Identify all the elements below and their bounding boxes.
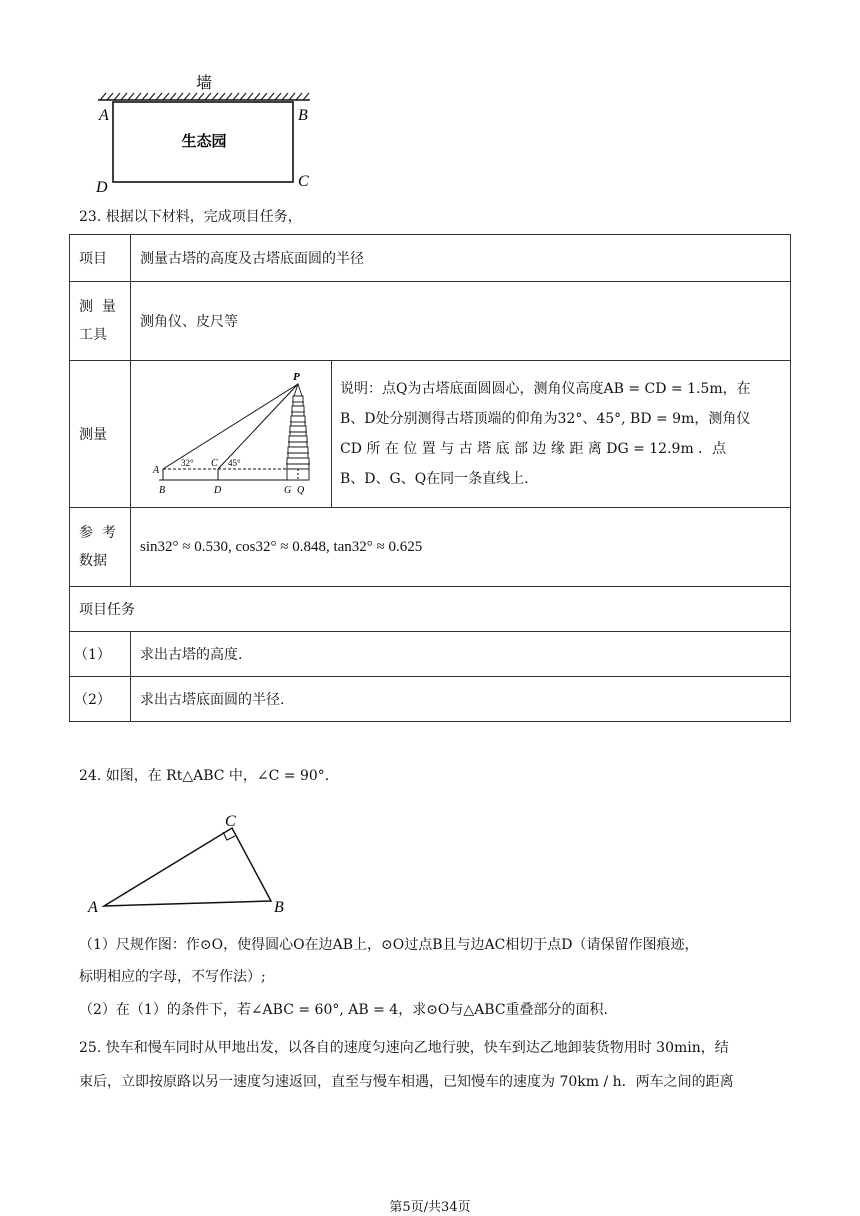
tri-A: A [88,899,98,916]
tower-figure-cell [131,361,332,508]
fig-A: A [153,465,160,476]
row-reference [70,508,791,587]
garden-label: 生态园 [181,132,227,150]
fig-C: C [211,458,218,469]
garden-figure [90,66,320,196]
triangle-figure [84,808,294,920]
page-footer: 第5页/共34页 [389,1200,471,1215]
q25-line2: 束后，立即按原路以另一速度匀速返回，直至与慢车相遇，已知慢车的速度为 70km / h．两车之间的距离 [79,1074,734,1090]
row-project [70,235,791,282]
row-task-2 [70,677,791,722]
desc-line-2: B、D处分别测得古塔顶端的仰角为32°、45°, BD = 9m，测角仪 [340,411,751,427]
project-label: 项目 [70,235,131,282]
point-C: C [298,173,309,190]
point-A: A [99,107,109,124]
fig-P: P [293,371,300,383]
q23-intro: 23. 根据以下材料，完成项目任务， [79,209,302,225]
row-task-1 [70,632,791,677]
task2-text: 求出古塔底面圆的半径. [131,677,791,722]
desc-line-1: 说明：点Q为古塔底面圆圆心，测角仪高度AB = CD = 1.5m，在 [340,381,751,397]
tools-label: 测 量 工具 [70,282,131,361]
reference-label: 参 考 数据 [70,508,131,587]
q24-part1-line2: 标明相应的字母，不写作法）; [79,969,266,985]
fig-angle-32: 32° [181,458,194,468]
tower-figure [131,362,331,502]
fig-D: D [214,485,222,496]
reference-value: sin32° ≈ 0.530, cos32° ≈ 0.848, tan32° ≈ 0.625 [131,508,791,587]
fig-angle-45: 45° [228,458,241,468]
q24-part1-line1: （1）尺规作图：作⊙O，使得圆心O在边AB上，⊙O过点B且与边AC相切于点D（请保留作图痕迹， [79,937,699,953]
point-D: D [96,179,108,196]
q23-material-table [69,234,791,722]
desc-line-3: CD 所 在 位 置 与 古 塔 底 部 边 缘 距 离 DG = 12.9m ．点 [340,441,727,457]
tri-B: B [274,899,284,916]
fig-Q: Q [297,485,305,496]
row-tools [70,282,791,361]
measure-description [332,361,791,508]
row-measure [70,361,791,508]
row-task-header [70,587,791,632]
q25-line1: 25. 快车和慢车同时从甲地出发，以各自的速度匀速向乙地行驶，快车到达乙地卸装货物用时 30min，结 [79,1040,729,1056]
fig-G: G [284,485,292,496]
measure-label: 测量 [70,361,131,508]
task1-text: 求出古塔的高度. [131,632,791,677]
wall-label: 墙 [195,73,213,92]
task2-number: （2） [70,677,131,722]
fig-B: B [159,485,166,496]
q24-part2: （2）在（1）的条件下，若∠ABC = 60°, AB = 4，求⊙O与△ABC重叠部分的面积. [79,1002,608,1018]
tower-drawing [286,384,310,480]
wall-hatch [100,93,309,100]
desc-line-4: B、D、G、Q在同一条直线上. [340,471,529,487]
point-B: B [298,107,308,124]
task1-number: （1） [70,632,131,677]
tools-value: 测角仪、皮尺等 [131,282,791,361]
tri-C: C [225,813,236,830]
task-header: 项目任务 [70,587,791,632]
q24-intro: 24. 如图，在 Rt△ABC 中，∠C = 90°． [79,768,339,784]
project-value: 测量古塔的高度及古塔底面圆的半径 [131,235,791,282]
